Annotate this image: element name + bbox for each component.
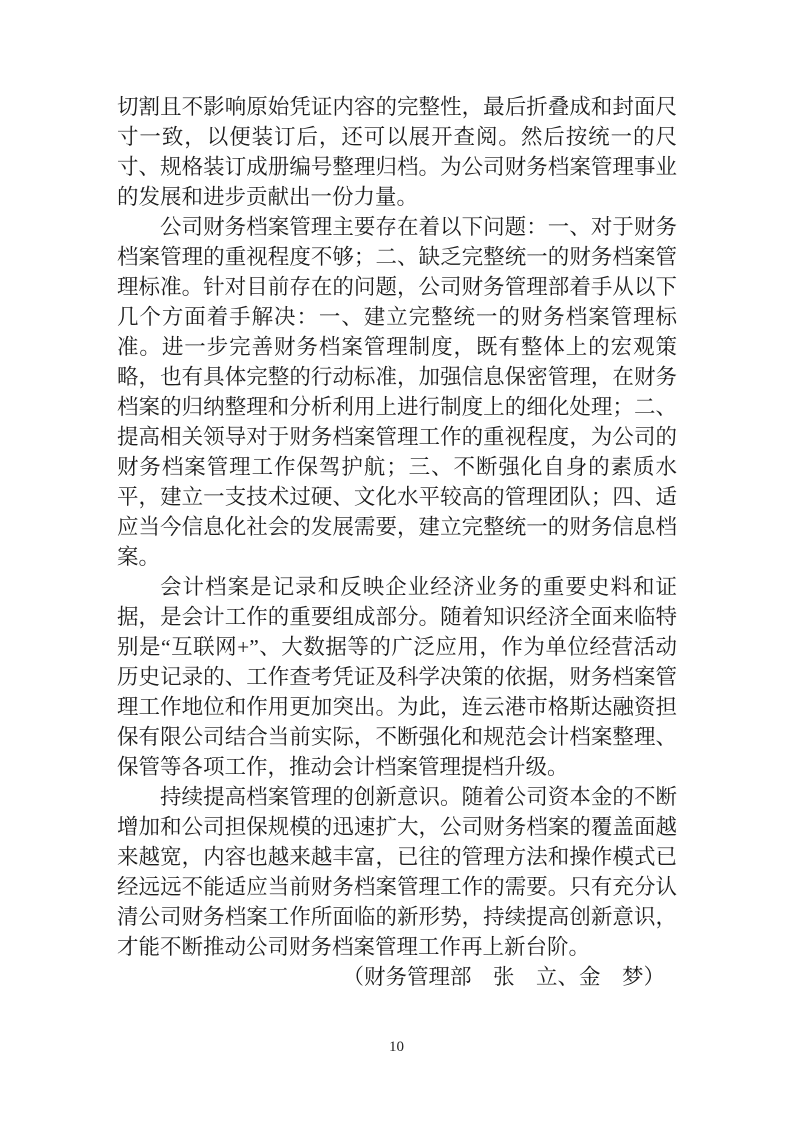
- paragraph: 公司财务档案管理主要存在着以下问题：一、对于财务档案管理的重视程度不够；二、缺乏完整统一的财务档案管理标准。针对目前存在的问题，公司财务管理部着手从以下几个方面着手解决：一、建立完整统一的财务档案管理标准。进一步完善财务档案管理制度，既有整体上的宏观策略，也有具体完整的行动标准，加强信息保密管理，在财务档案的归纳整理和分析利用上进行制度上的细化处理；二、提高相关领导对于财务档案管理工作的重视程度，为公司的财务档案管理工作保驾护航；三、不断强化自身的素质水平，建立一支技术过硬、文化水平较高的管理团队；四、适应当今信息化社会的发展需要，建立完整统一的财务信息档案。: [117, 215, 677, 569]
- paragraph: 切割且不影响原始凭证内容的完整性，最后折叠成和封面尺寸一致，以便装订后，还可以展开查阅。然后按统一的尺寸、规格装订成册编号整理归档。为公司财务档案管理事业的发展和进步贡献出一份力量。: [117, 95, 677, 209]
- page-number: 10: [389, 1039, 404, 1055]
- paragraph: 会计档案是记录和反映企业经济业务的重要史料和证据，是会计工作的重要组成部分。随着知识经济全面来临特别是“互联网+”、大数据等的广泛应用，作为单位经营活动历史记录的、工作查考凭证及科学决策的依据，财务档案管理工作地位和作用更加突出。为此，连云港市格斯达融资担保有限公司结合当前实际，不断强化和规范会计档案整理、保管等各项工作，推动会计档案管理提档升级。: [117, 575, 677, 779]
- text-column: [117, 92, 677, 992]
- signature-line: （财务管理部 张 立、金 梦）: [342, 965, 665, 989]
- paragraph: 持续提高档案管理的创新意识。随着公司资本金的不断增加和公司担保规模的迅速扩大，公司财务档案的覆盖面越来越宽，内容也越来越丰富，已往的管理方法和操作模式已经远远不能适应当前财务档案管理工作的需要。只有充分认清公司财务档案工作所面临的新形势，持续提高创新意识，才能不断推动公司财务档案管理工作再上新台阶。: [117, 785, 677, 959]
